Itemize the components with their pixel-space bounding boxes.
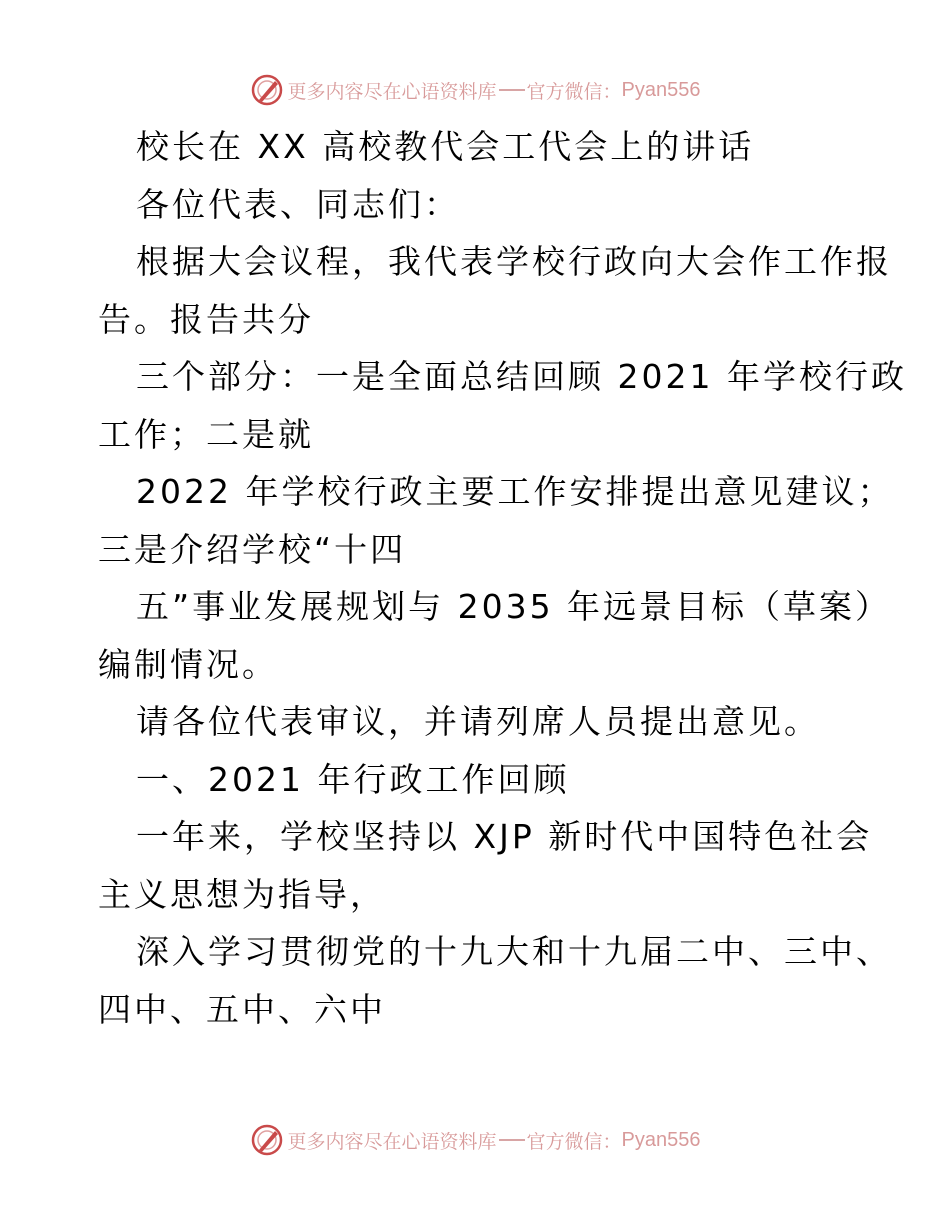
footer-watermark <box>0 1120 950 1160</box>
paragraph-line: 三个部分：一是全面总结回顾 2021 年学校行政 <box>136 357 907 396</box>
paragraph-line: 根据大会议程，我代表学校行政向大会作工作报 <box>136 242 892 281</box>
section-heading: 一、2021 年行政工作回顾 <box>136 759 570 799</box>
paragraph-line: 请各位代表审议，并请列席人员提出意见。 <box>136 702 820 741</box>
watermark-account-id: Pyan556 <box>621 78 701 101</box>
paragraph-line: 编制情况。 <box>98 644 278 684</box>
pen-logo-icon <box>250 73 284 107</box>
paragraph-line: 工作；二是就 <box>98 414 314 454</box>
paragraph-line: 告。报告共分 <box>98 299 314 339</box>
paragraph-line: 三是介绍学校“十四 <box>98 529 407 569</box>
watermark-dash <box>499 89 525 91</box>
paragraph-line: 一年来，学校坚持以 XJP 新时代中国特色社会 <box>136 817 873 856</box>
paragraph-line: 五”事业发展规划与 2035 年远景目标（草案） <box>136 587 892 626</box>
watermark-account-label: 官方微信： <box>526 80 622 103</box>
watermark-text: 更多内容尽在心语资料库 <box>287 80 497 103</box>
watermark-account-id: Pyan556 <box>621 1128 701 1151</box>
paragraph-line: 四中、五中、六中 <box>98 989 386 1029</box>
watermark-text: 更多内容尽在心语资料库 <box>287 1130 497 1153</box>
header-watermark <box>0 70 950 110</box>
paragraph-line: 2022 年学校行政主要工作安排提出意见建议； <box>136 472 894 511</box>
pen-logo-icon <box>250 1123 284 1157</box>
watermark-dash <box>499 1139 525 1141</box>
watermark-account-label: 官方微信： <box>526 1130 622 1153</box>
paragraph-line: 主义思想为指导， <box>98 874 386 914</box>
document-title: 校长在 XX 高校教代会工代会上的讲话 <box>136 127 755 166</box>
salutation: 各位代表、同志们： <box>136 184 460 224</box>
document-body <box>98 118 907 1038</box>
paragraph-line: 深入学习贯彻党的十九大和十九届二中、三中、 <box>136 932 892 971</box>
